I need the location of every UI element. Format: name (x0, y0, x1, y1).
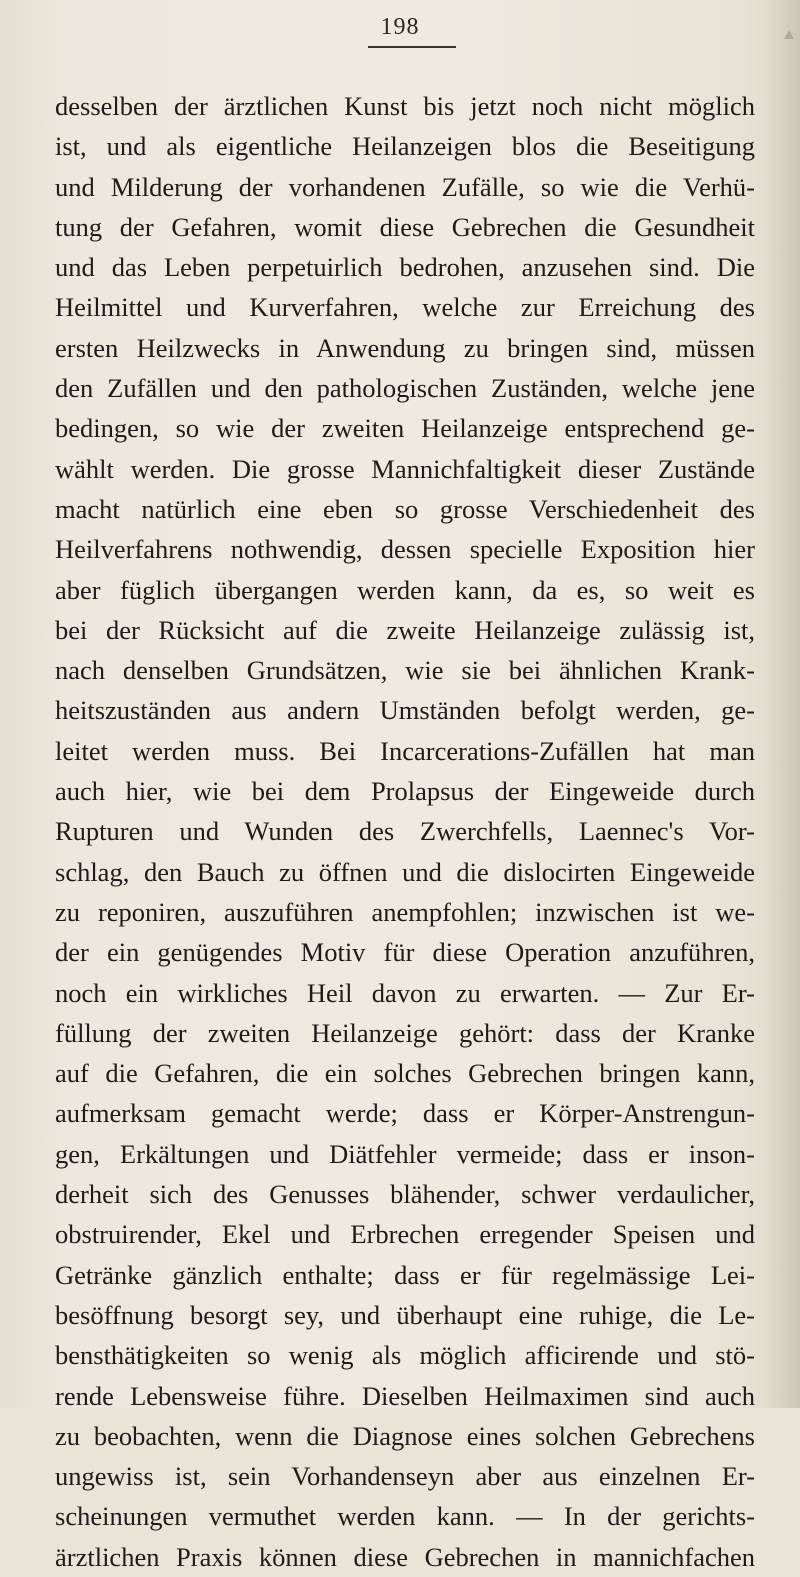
text-line: den Zufällen und den pathologischen Zuständen, welche jene (55, 373, 755, 404)
text-line: und das Leben perpetuirlich bedrohen, anzusehen sind. Die (55, 252, 755, 283)
text-line: macht natürlich eine eben so grosse Verschiedenheit des (55, 493, 755, 524)
page-edge-shadow (766, 0, 800, 1408)
text-line: Heilmittel und Kurverfahren, welche zur Erreichung des (55, 292, 755, 323)
text-line: auf die Gefahren, die ein solches Gebrechen bringen kann, (55, 1058, 755, 1089)
text-line: Getränke gänzlich enthalte; dass er für regelmässige Lei- (55, 1259, 755, 1290)
text-line: ist, und als eigentliche Heilanzeigen blos die Beseitigung (55, 131, 755, 162)
text-line: zu reponiren, auszuführen anempfohlen; inzwischen ist we- (55, 896, 755, 927)
body-text (55, 86, 755, 1577)
text-line: wählt werden. Die grosse Mannichfaltigkeit dieser Zustände (55, 453, 755, 484)
text-line: rende Lebensweise führe. Dieselben Heilmaximen sind auch (55, 1380, 755, 1411)
header-rule (368, 46, 456, 48)
text-line: bedingen, so wie der zweiten Heilanzeige entsprechend ge- (55, 413, 755, 444)
text-line: schlag, den Bauch zu öffnen und die dislocirten Eingeweide (55, 856, 755, 887)
page-number: 198 (380, 14, 420, 40)
text-line: Heilverfahrens nothwendig, dessen specielle Exposition hier (55, 534, 755, 565)
text-line: aufmerksam gemacht werde; dass er Körper-Anstrengun- (55, 1098, 755, 1129)
text-line: aber füglich übergangen werden kann, da es, so weit es (55, 574, 755, 605)
text-line: auch hier, wie bei dem Prolapsus der Eingeweide durch (55, 776, 755, 807)
text-line: desselben der ärztlichen Kunst bis jetzt noch nicht möglich (55, 91, 755, 121)
text-line: noch ein wirkliches Heil davon zu erwarten. — Zur Er- (55, 977, 755, 1008)
text-line: obstruirender, Ekel und Erbrechen erregender Speisen und (55, 1219, 755, 1250)
text-line: scheinungen vermuthet werden kann. — In der gerichts- (55, 1501, 755, 1532)
text-line: heitszuständen aus andern Umständen befolgt werden, ge- (55, 695, 755, 726)
text-line: zu beobachten, wenn die Diagnose eines solchen Gebrechens (55, 1420, 755, 1451)
text-line: der ein genügendes Motiv für diese Operation anzuführen, (55, 937, 755, 968)
text-line: gen, Erkältungen und Diätfehler vermeide; dass er inson- (55, 1138, 755, 1169)
text-line: bensthätigkeiten so wenig als möglich afficirende und stö- (55, 1340, 755, 1371)
text-line: leitet werden muss. Bei Incarcerations-Zufällen hat man (55, 735, 755, 766)
text-line: tung der Gefahren, womit diese Gebrechen die Gesundheit (55, 211, 755, 242)
text-line: bei der Rücksicht auf die zweite Heilanzeige zulässig ist, (55, 614, 755, 645)
text-line: ersten Heilzwecks in Anwendung zu bringen sind, müssen (55, 332, 755, 363)
text-line: derheit sich des Genusses blähender, schwer verdaulicher, (55, 1179, 755, 1210)
text-line: füllung der zweiten Heilanzeige gehört: dass der Kranke (55, 1017, 755, 1048)
text-line: besöffnung besorgt sey, und überhaupt eine ruhige, die Le- (55, 1299, 755, 1330)
text-line: ungewiss ist, sein Vorhandenseyn aber aus einzelnen Er- (55, 1461, 755, 1492)
text-line: nach denselben Grundsätzen, wie sie bei ähnlichen Krank- (55, 655, 755, 686)
text-line: Rupturen und Wunden des Zwerchfells, Laennec's Vor- (55, 816, 755, 847)
text-line: und Milderung der vorhandenen Zufälle, so wie die Verhü- (55, 171, 755, 202)
text-line: ärztlichen Praxis können diese Gebrechen in mannichfachen (55, 1541, 755, 1572)
